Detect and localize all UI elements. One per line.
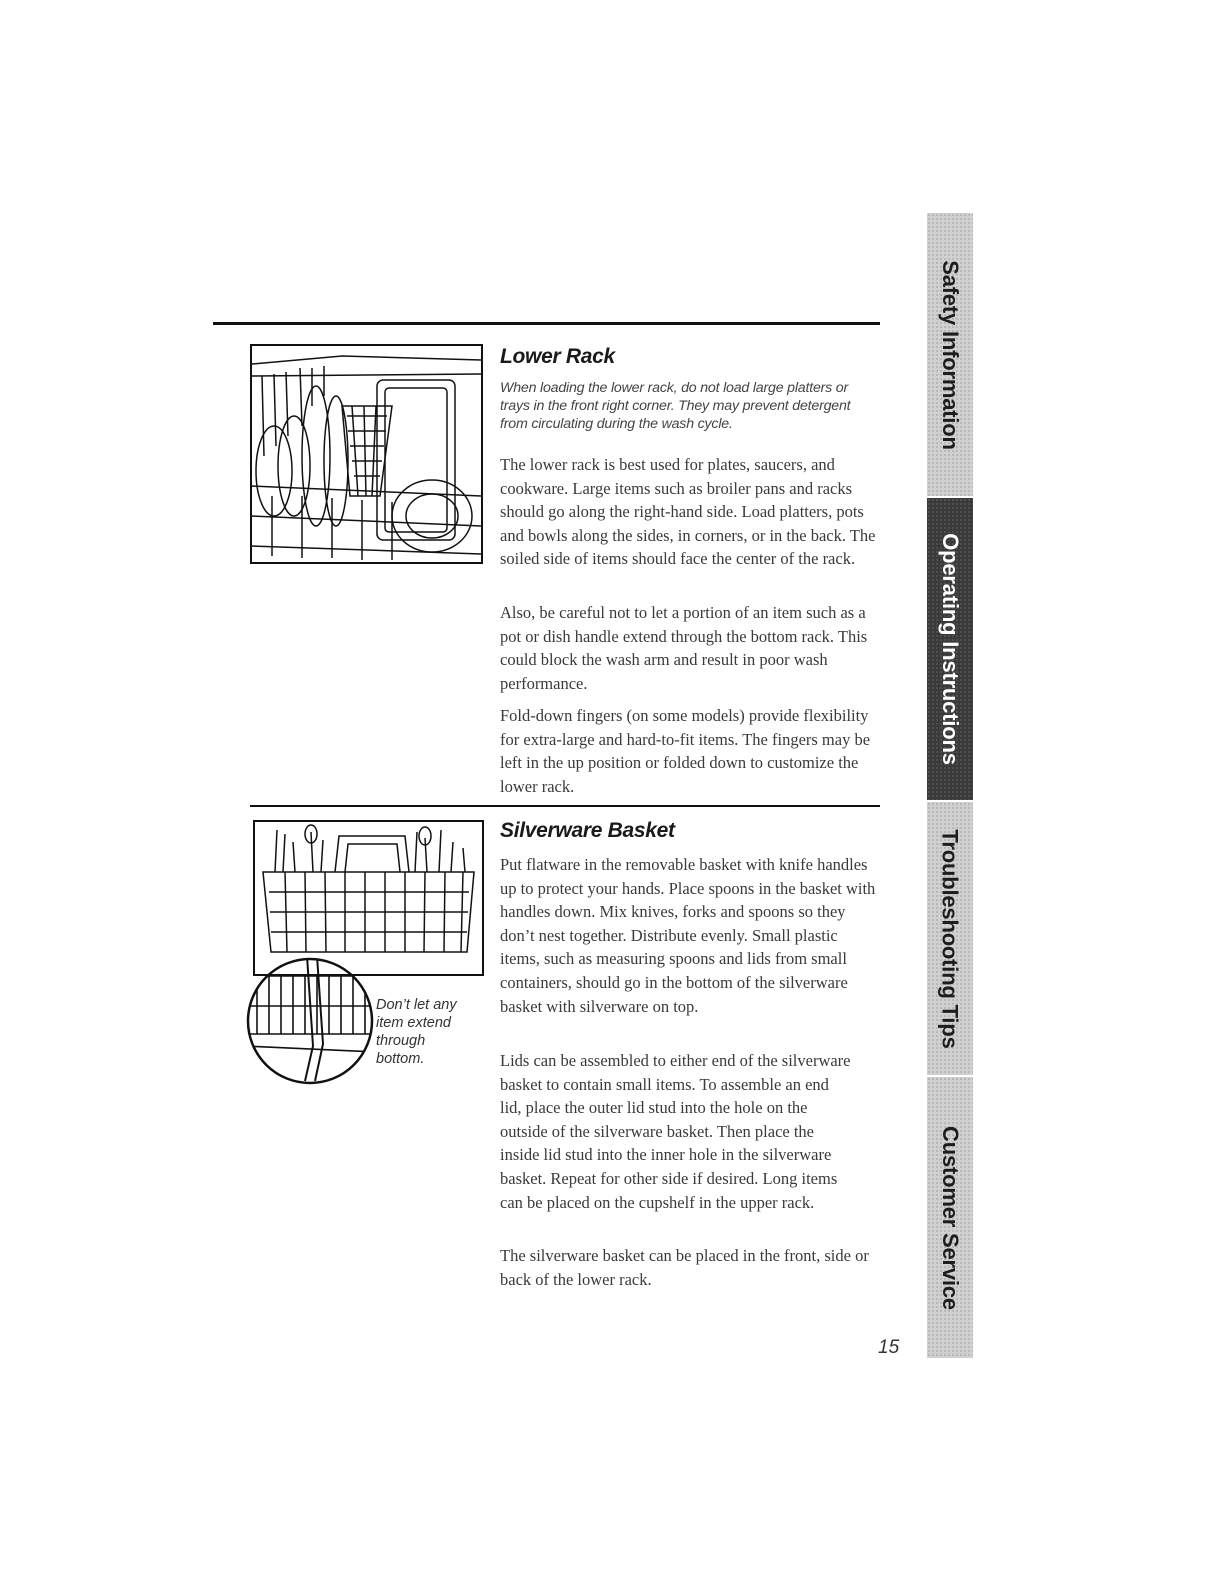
- lower-rack-paragraph-2: Also, be careful not to let a portion of an item such as a pot or dish handle extend through the bottom rack. This could block the wash arm and result in poor wash performance.: [500, 603, 868, 693]
- tab-label: Safety Information: [938, 259, 964, 450]
- lower-rack-caution: When loading the lower rack, do not load large platters or trays in the front right corner. They may prevent detergent from circulating during the wash cycle.: [500, 380, 851, 432]
- silverware-paragraph-2: Lids can be assembled to either end of the silverware basket to contain small items. To assemble an end lid, place the outer lid stud into the hole on the outside of the silverware basket. Then place the inside lid stud into the inner hole in the silverware basket. Repeat for other side if desired. Long items can be placed on the cupshelf in the upper rack.: [500, 1051, 851, 1212]
- tab-customer-service[interactable]: [927, 1077, 973, 1358]
- section-rule-top: [213, 322, 880, 325]
- magnified-detail-illustration: [245, 956, 375, 1086]
- tab-label: Customer Service: [938, 1125, 964, 1310]
- tab-troubleshooting-tips[interactable]: [927, 802, 973, 1075]
- tab-label: Troubleshooting Tips: [938, 828, 964, 1049]
- lower-rack-heading: Lower Rack: [500, 345, 615, 368]
- silverware-paragraph-1: Put flatware in the removable basket with knife handles up to protect your hands. Place spoons in the basket with handles down. Mix knives, forks and spoons so they don’t nest together. Distribute evenly. Small plastic items, such as measuring spoons and lids from small containers, should go in the bottom of the silverware basket with silverware on top.: [500, 855, 876, 1016]
- lower-rack-paragraph-1: The lower rack is best used for plates, saucers, and cookware. Large items such as broiler pans and racks should go along the right-hand side. Load platters, pots and bowls along the sides, in corners, or in the back. The soiled side of items should face the center of the rack.: [500, 455, 876, 569]
- tab-operating-instructions[interactable]: [927, 498, 973, 800]
- section-tabs: [927, 213, 973, 1358]
- tab-label: Operating Instructions: [938, 533, 964, 765]
- silverware-heading: Silverware Basket: [500, 819, 675, 842]
- callout-text: Don’t let any item extend through bottom.: [376, 997, 457, 1067]
- silverware-paragraph-3: The silverware basket can be placed in the front, side or back of the lower rack.: [500, 1246, 869, 1289]
- tab-safety-information[interactable]: [927, 213, 973, 496]
- lower-rack-illustration: [250, 344, 483, 564]
- page-number: 15: [878, 1337, 900, 1358]
- lower-rack-paragraph-3: Fold-down fingers (on some models) provide flexibility for extra-large and hard-to-fit items. The fingers may be left in the up position or folded down to customize the lower rack.: [500, 706, 871, 796]
- section-rule-middle: [250, 805, 880, 807]
- silverware-basket-illustration: [253, 820, 484, 976]
